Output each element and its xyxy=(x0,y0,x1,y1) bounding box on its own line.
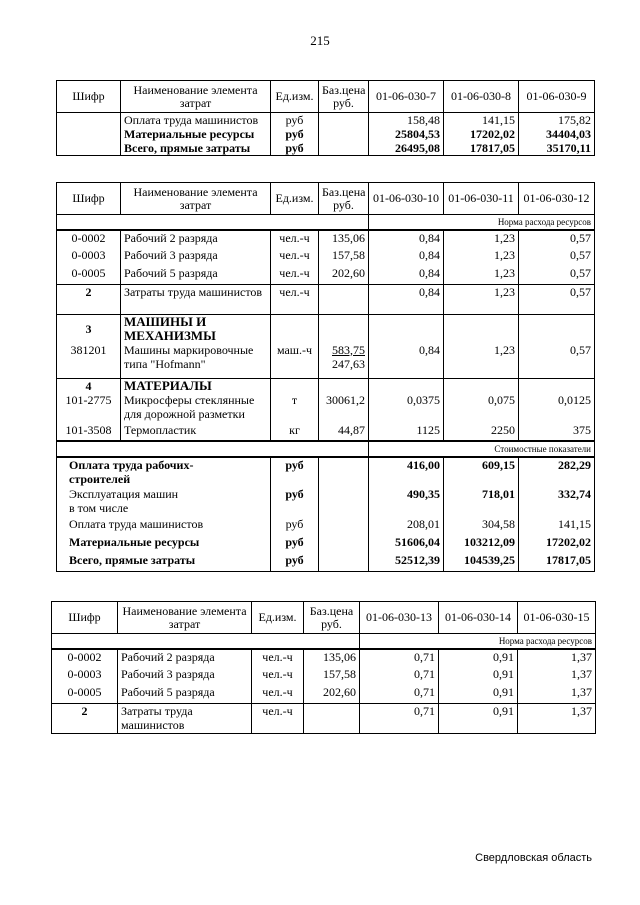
header-base-price: Баз.цена руб. xyxy=(319,183,369,215)
row-value: 1,37 xyxy=(518,649,596,667)
cost-value: 332,74 xyxy=(519,487,595,517)
cost-value: 17817,05 xyxy=(519,553,595,571)
cost-row xyxy=(57,553,595,571)
row-value: 0,71 xyxy=(360,667,439,685)
row-value: 1,37 xyxy=(518,703,596,733)
row-unit: маш.-ч xyxy=(271,343,319,379)
header-name: Наименование элемента затрат xyxy=(121,183,271,215)
cost-subnote: в том числе xyxy=(69,501,129,515)
row-unit: руб xyxy=(271,141,319,156)
row-name: Рабочий 3 разряда xyxy=(118,667,252,685)
row-code: 0-0005 xyxy=(52,685,118,703)
cost-value: 490,35 xyxy=(369,487,444,517)
row-unit: руб xyxy=(271,113,319,128)
row-unit: чел.-ч xyxy=(252,649,304,667)
row-value: 26495,08 xyxy=(369,141,444,156)
header-col-3: 01-06-030-15 xyxy=(518,602,596,634)
row-value: 1,23 xyxy=(444,284,519,314)
row-name: Рабочий 5 разряда xyxy=(118,685,252,703)
table-row xyxy=(52,649,596,667)
header-col-2: 01-06-030-14 xyxy=(439,602,518,634)
cost-value: 304,58 xyxy=(444,517,519,535)
section-code: 3 xyxy=(57,314,121,343)
row-unit: чел.-ч xyxy=(252,703,304,733)
estimate-table-3 xyxy=(51,601,596,734)
row-value: 34404,03 xyxy=(519,127,595,141)
cost-name: Материальные ресурсы xyxy=(57,535,271,553)
row-value: 17817,05 xyxy=(444,141,519,156)
row-name: Микросферы стеклянные для дорожной разметки xyxy=(121,393,271,423)
section-code: 4 xyxy=(57,379,121,394)
header-base-price: Баз.цена руб. xyxy=(304,602,360,634)
row-code: 101-3508 xyxy=(57,423,121,441)
row-price: 583,75 xyxy=(332,342,365,357)
table-row xyxy=(52,667,596,685)
row-value: 0,0375 xyxy=(369,393,444,423)
row-name: Затраты труда машинистов xyxy=(118,703,252,733)
row-code: 381201 xyxy=(57,343,121,379)
cost-unit: руб xyxy=(271,517,319,535)
row-value: 0,57 xyxy=(519,248,595,266)
header-name: Наименование элемента затрат xyxy=(121,81,271,113)
row-value: 0,84 xyxy=(369,248,444,266)
row-code: 0-0003 xyxy=(57,248,121,266)
header-col-2: 01-06-030-11 xyxy=(444,183,519,215)
table-row xyxy=(57,393,595,423)
row-unit: чел.-ч xyxy=(271,284,319,314)
row-price: 30061,2 xyxy=(319,393,369,423)
row-price: 135,06 xyxy=(319,230,369,248)
row-name: Оплата труда машинистов xyxy=(121,113,271,128)
row-code: 101-2775 xyxy=(57,393,121,423)
page-number: 215 xyxy=(310,33,330,48)
header-unit: Ед.изм. xyxy=(271,81,319,113)
row-unit: руб xyxy=(271,127,319,141)
cost-unit: руб xyxy=(271,457,319,487)
row-value: 375 xyxy=(519,423,595,441)
row-price: 202,60 xyxy=(304,685,360,703)
row-name: Материальные ресурсы xyxy=(121,127,271,141)
row-value: 0,075 xyxy=(444,393,519,423)
row-unit: чел.-ч xyxy=(252,667,304,685)
header-col-2: 01-06-030-8 xyxy=(444,81,519,113)
cost-value: 609,15 xyxy=(444,457,519,487)
row-value: 1,23 xyxy=(444,248,519,266)
row-value: 1,37 xyxy=(518,685,596,703)
norm-label: Норма расхода ресурсов xyxy=(360,634,596,650)
row-code: 0-0005 xyxy=(57,266,121,284)
row-name: Термопластик xyxy=(121,423,271,441)
row-code: 2 xyxy=(52,703,118,733)
table-row xyxy=(57,248,595,266)
row-value: 1125 xyxy=(369,423,444,441)
table-row xyxy=(52,685,596,703)
row-code: 0-0002 xyxy=(57,230,121,248)
row-value: 25804,53 xyxy=(369,127,444,141)
header-col-3: 01-06-030-9 xyxy=(519,81,595,113)
table-row xyxy=(57,113,595,128)
table-row xyxy=(52,703,596,733)
row-unit: чел.-ч xyxy=(271,266,319,284)
header-name: Наименование элемента затрат xyxy=(118,602,252,634)
row-unit: чел.-ч xyxy=(271,230,319,248)
header-unit: Ед.изм. xyxy=(252,602,304,634)
row-unit: чел.-ч xyxy=(252,685,304,703)
header-unit: Ед.изм. xyxy=(271,183,319,215)
header-col-1: 01-06-030-7 xyxy=(369,81,444,113)
norm-label: Норма расхода ресурсов xyxy=(369,215,595,231)
row-unit: т xyxy=(271,393,319,423)
cost-value: 103212,09 xyxy=(444,535,519,553)
row-value: 17202,02 xyxy=(444,127,519,141)
row-value: 0,71 xyxy=(360,685,439,703)
row-value: 0,84 xyxy=(369,230,444,248)
header-code: Шифр xyxy=(57,81,121,113)
row-value: 0,84 xyxy=(369,284,444,314)
row-value: 0,91 xyxy=(439,685,518,703)
row-price: 202,60 xyxy=(319,266,369,284)
cost-unit: руб xyxy=(271,553,319,571)
table-row xyxy=(57,343,595,379)
cost-row xyxy=(57,457,595,487)
section-row xyxy=(57,379,595,394)
row-name: Затраты труда машинистов xyxy=(121,284,271,314)
row-value: 0,57 xyxy=(519,284,595,314)
cost-unit: руб xyxy=(271,535,319,553)
row-price-secondary: 247,63 xyxy=(332,356,365,371)
cost-name: Эксплуатация машин xyxy=(69,487,179,501)
header-col-1: 01-06-030-13 xyxy=(360,602,439,634)
cost-value: 104539,25 xyxy=(444,553,519,571)
row-value: 1,37 xyxy=(518,667,596,685)
row-value: 1,23 xyxy=(444,230,519,248)
cost-label: Стоимостные показатели xyxy=(369,441,595,457)
row-value: 0,84 xyxy=(369,343,444,379)
row-name: Рабочий 2 разряда xyxy=(118,649,252,667)
header-col-3: 01-06-030-12 xyxy=(519,183,595,215)
row-value: 35170,11 xyxy=(519,141,595,156)
row-price: 157,58 xyxy=(319,248,369,266)
header-col-1: 01-06-030-10 xyxy=(369,183,444,215)
cost-value: 718,01 xyxy=(444,487,519,517)
cost-row xyxy=(57,487,595,517)
row-name: Рабочий 5 разряда xyxy=(121,266,271,284)
row-value: 2250 xyxy=(444,423,519,441)
table-row xyxy=(57,127,595,141)
cost-unit: руб xyxy=(271,487,319,517)
row-value: 0,57 xyxy=(519,343,595,379)
section-title: МАШИНЫ И МЕХАНИЗМЫ xyxy=(121,314,271,343)
table-row xyxy=(57,266,595,284)
table-row xyxy=(57,284,595,314)
row-value: 158,48 xyxy=(369,113,444,128)
row-name: Рабочий 2 разряда xyxy=(121,230,271,248)
cost-value: 416,00 xyxy=(369,457,444,487)
row-value: 0,71 xyxy=(360,703,439,733)
row-value: 1,23 xyxy=(444,343,519,379)
row-value: 0,71 xyxy=(360,649,439,667)
row-unit: кг xyxy=(271,423,319,441)
row-unit: чел.-ч xyxy=(271,248,319,266)
cost-name: Оплата труда машинистов xyxy=(57,517,271,535)
row-value: 141,15 xyxy=(444,113,519,128)
row-value: 0,0125 xyxy=(519,393,595,423)
cost-row xyxy=(57,535,595,553)
table-row xyxy=(57,230,595,248)
estimate-table-2 xyxy=(56,182,595,572)
cost-value: 51606,04 xyxy=(369,535,444,553)
cost-value: 17202,02 xyxy=(519,535,595,553)
cost-value: 282,29 xyxy=(519,457,595,487)
section-title: МАТЕРИАЛЫ xyxy=(121,379,271,394)
table-row xyxy=(57,141,595,156)
row-code: 0-0002 xyxy=(52,649,118,667)
header-base-price: Баз.цена руб. xyxy=(319,81,369,113)
table-row xyxy=(57,423,595,441)
cost-value: 208,01 xyxy=(369,517,444,535)
row-name: Рабочий 3 разряда xyxy=(121,248,271,266)
row-code: 2 xyxy=(57,284,121,314)
row-value: 0,84 xyxy=(369,266,444,284)
row-value: 175,82 xyxy=(519,113,595,128)
row-code: 0-0003 xyxy=(52,667,118,685)
row-value: 0,91 xyxy=(439,703,518,733)
row-value: 1,23 xyxy=(444,266,519,284)
cost-name: Оплата труда рабочих-строителей xyxy=(57,457,271,487)
row-name: Всего, прямые затраты xyxy=(121,141,271,156)
row-price: 44,87 xyxy=(319,423,369,441)
section-row xyxy=(57,314,595,343)
header-code: Шифр xyxy=(57,183,121,215)
row-value: 0,57 xyxy=(519,266,595,284)
region-footer: Свердловская область xyxy=(475,852,592,864)
cost-value: 52512,39 xyxy=(369,553,444,571)
row-value: 0,91 xyxy=(439,649,518,667)
row-price: 157,58 xyxy=(304,667,360,685)
cost-row xyxy=(57,517,595,535)
row-value: 0,57 xyxy=(519,230,595,248)
row-name: Машины маркировочные типа "Hofmann" xyxy=(121,343,271,379)
row-value: 0,91 xyxy=(439,667,518,685)
cost-name: Всего, прямые затраты xyxy=(57,553,271,571)
estimate-table-1 xyxy=(56,80,595,156)
header-code: Шифр xyxy=(52,602,118,634)
cost-value: 141,15 xyxy=(519,517,595,535)
row-price: 135,06 xyxy=(304,649,360,667)
